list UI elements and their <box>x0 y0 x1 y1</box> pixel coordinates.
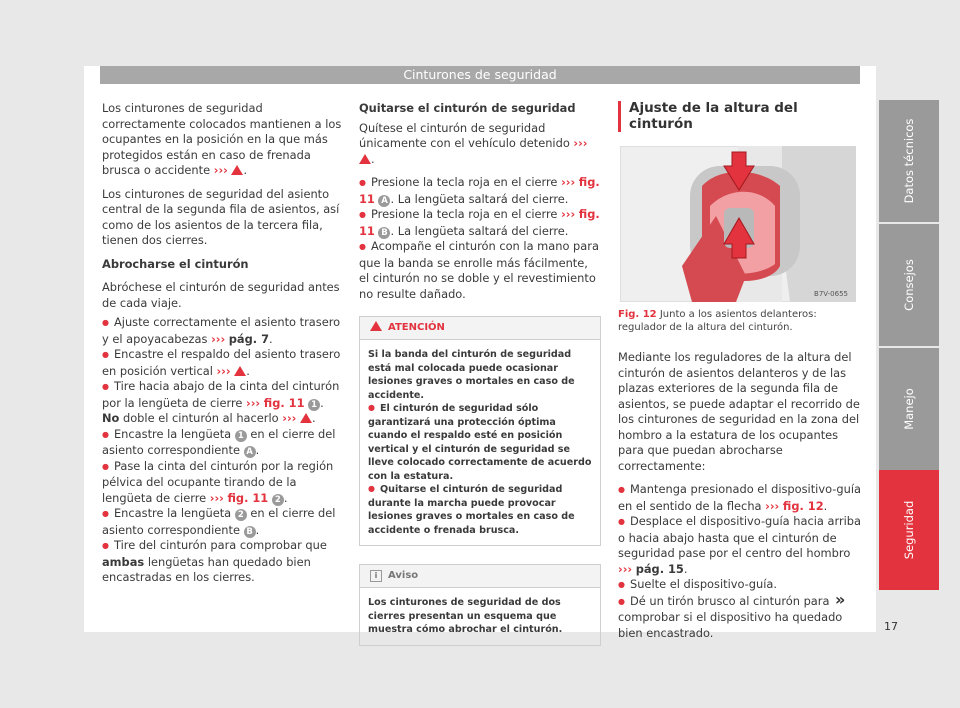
warning-icon <box>234 366 246 376</box>
callout-2: 2 <box>235 509 247 521</box>
warning-text: Si la banda del cinturón de seguridad está mal colocada puede ocasionar lesiones graves o mortales en caso de accidente. <box>368 349 575 401</box>
tab-consejos[interactable]: Consejos <box>879 224 939 346</box>
warning-body <box>360 340 600 545</box>
column-3 <box>618 101 862 641</box>
note-box <box>359 564 601 646</box>
intro-paragraph: Los cinturones de seguridad correctamente colocados mantienen a los ocupantes en la posición en la que más protegidos están en caso de frenada brusca o accidente ››› . <box>102 101 342 177</box>
warning-text: ● Quitarse el cinturón de seguridad durante la marcha puede provocar lesiones graves o mortales en caso de accidente o frenada brusca. <box>368 483 592 537</box>
paragraph: Mediante los reguladores de la altura del cinturón de asientos delanteros y de las plazas exteriores de la segunda fila de asientos, se puede adaptar el recorrido de los cinturones de seguridad en la zona del hombro a la estatura de los ocupantes para que puedan abrocharse correctamente: <box>618 350 860 473</box>
callout-1: 1 <box>235 430 247 442</box>
paragraph: Abróchese el cinturón de seguridad antes de cada viaje. <box>102 280 340 310</box>
paragraph: Quítese el cinturón de seguridad únicamente con el vehículo detenido ››› . <box>359 120 588 166</box>
column-1 <box>102 101 342 586</box>
info-icon: i <box>370 570 382 582</box>
callout-B: B <box>378 227 390 239</box>
list-item: ● Dé un tirón brusco al cinturón para comprobar si el dispositivo ha quedado bien encastrado. <box>618 594 862 642</box>
warning-box <box>359 316 601 546</box>
callout-A: A <box>378 195 390 207</box>
tab-datos-tecnicos[interactable]: Datos técnicos <box>879 100 939 222</box>
note-body: Los cinturones de seguridad de dos cierres presentan un esquema que muestra cómo abrochar el cinturón. <box>368 597 563 635</box>
figure-image <box>620 146 856 302</box>
list-item: ● Encastre la lengüeta 1 en el cierre del asiento correspondiente A . <box>102 427 342 459</box>
page-number: 17 <box>884 620 898 633</box>
tab-seguridad[interactable]: Seguridad <box>879 470 939 590</box>
list-item: ● Presione la tecla roja en el cierre ››› fig. 11 B . La lengüeta saltará del cierre. <box>359 207 601 239</box>
list-item: ● Suelte el dispositivo-guía. <box>618 577 862 594</box>
figure-link[interactable]: fig. 11 <box>359 207 600 238</box>
paragraph: Los cinturones de seguridad del asiento central de la segunda fila de asientos, así como de los asientos de la tercera fila, tienen dos cierres. <box>102 186 340 247</box>
section-title: Ajuste de la altura del cinturón <box>618 101 862 132</box>
page-link[interactable]: pág. 7 <box>228 331 269 346</box>
warning-icon <box>359 154 371 164</box>
warning-text: ● El cinturón de seguridad sólo garantizará una protección óptima cuando el respaldo esté en posición vertical y el cinturón de seguridad se lleve colocado correctamente de acuerdo con la estatura. <box>368 402 592 483</box>
list-item: ● Tire del cinturón para comprobar que ambas lengüetas han quedado bien encastradas en los cierres. <box>102 538 342 586</box>
callout-B: B <box>244 526 256 538</box>
warning-header: ATENCIÓN <box>360 317 600 340</box>
list-item: ● Desplace el dispositivo-guía hacia arriba o hacia abajo hasta que el cinturón de seguridad pase por el centro del hombro ››› pág. 15. <box>618 514 862 577</box>
figure-link[interactable]: fig. 11 <box>227 490 269 505</box>
page-header: Cinturones de seguridad <box>100 66 860 84</box>
warning-icon <box>370 321 382 331</box>
list-item: ● Ajuste correctamente el asiento trasero y el apoyacabezas ››› pág. 7. <box>102 315 342 347</box>
figure-caption: Fig. 12 Junto a los asientos delanteros: regulador de la altura del cinturón. <box>618 309 817 333</box>
list-item: ● Mantenga presionado el dispositivo-guía en el sentido de la flecha ››› fig. 12. <box>618 482 862 514</box>
list-item: ● Presione la tecla roja en el cierre ››› fig. 11 A . La lengüeta saltará del cierre. <box>359 175 601 207</box>
figure-link[interactable]: fig. 11 <box>359 175 600 206</box>
warning-icon <box>231 165 243 175</box>
list-item: ● Encastre la lengüeta 2 en el cierre del asiento correspondiente B . <box>102 506 342 538</box>
list-item: ● Pase la cinta del cinturón por la región pélvica del ocupante tirando de la lengüeta de cierre ››› fig. 11 2 . <box>102 459 342 507</box>
column-2 <box>359 101 601 646</box>
note-header: i Aviso <box>360 565 600 588</box>
belt-adjuster-illustration <box>620 146 856 302</box>
subheading: Abrocharse el cinturón <box>102 256 249 271</box>
callout-2: 2 <box>272 494 284 506</box>
warning-icon <box>300 413 312 423</box>
page-link[interactable]: pág. 15 <box>635 561 684 576</box>
callout-A: A <box>244 446 256 458</box>
list-item: ● Acompañe el cinturón con la mano para que la banda se enrolle más fácilmente, el cinturón no se doble y el revestimiento no resulte dañado. <box>359 239 601 302</box>
continue-arrow: » <box>835 590 846 609</box>
list-item: ● Encastre el respaldo del asiento trasero en posición vertical ››› . <box>102 347 342 379</box>
subheading: Quitarse el cinturón de seguridad <box>359 101 576 115</box>
figure-link[interactable]: fig. 11 <box>263 395 305 410</box>
callout-1: 1 <box>308 399 320 411</box>
list-item: ● Tire hacia abajo de la cinta del cinturón por la lengüeta de cierre ››› fig. 11 1 . No doble el cinturón al hacerlo ››› . <box>102 379 342 427</box>
tab-manejo[interactable]: Manejo <box>879 348 939 470</box>
image-code: B7V-0655 <box>814 290 848 298</box>
figure-link[interactable]: fig. 12 <box>782 498 824 513</box>
